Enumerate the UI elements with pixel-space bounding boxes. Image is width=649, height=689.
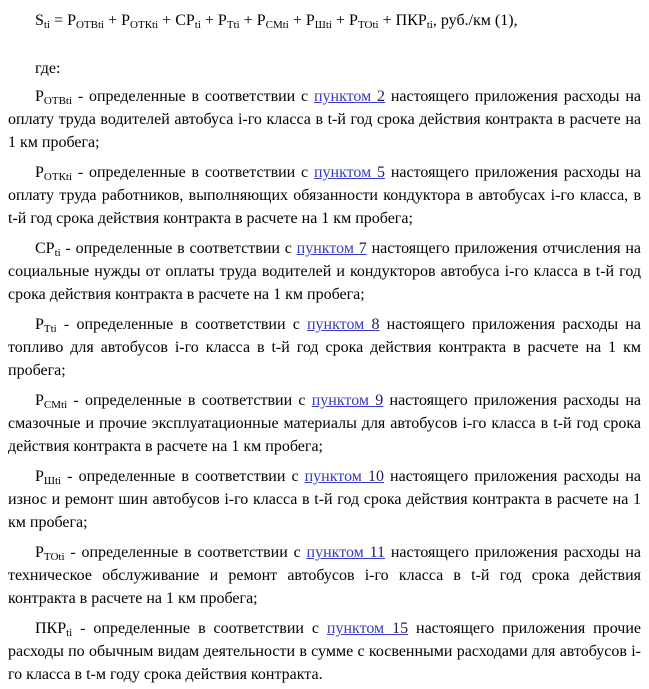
definition-intro-text: - определенные в соответствии с: [72, 620, 327, 637]
link-punktom-8[interactable]: [307, 316, 379, 333]
definition-intro-text: - определенные в соответствии с: [72, 88, 314, 105]
formula-units: , руб./км (1),: [432, 12, 518, 29]
term-subscript: Тti: [43, 323, 57, 335]
definition-rest-text: настоящего приложения расходы на износ и ремонт шин автобусов i-го класса в t-й год срока действия контракта в расчете на 1 км пробега;: [8, 468, 641, 531]
formula-term: [67, 12, 104, 29]
formula-term: [349, 12, 379, 29]
term-subscript: СМti: [265, 19, 289, 31]
formula: [8, 9, 641, 32]
link-word: пунктом: [313, 164, 372, 181]
link-punktom-9[interactable]: [312, 392, 384, 409]
definition-rest-text: настоящего приложения расходы на смазочные и прочие эксплуатационные материалы для автобусов i-го класса в t-й год срока действия контракта в расчете на 1 км пробега;: [8, 392, 642, 455]
formula-lhs: [35, 12, 50, 29]
definition-intro-text: - определенные в соответствии с: [67, 392, 312, 409]
definition-rest-text: настоящего приложения расходы на техническое обслуживание и ремонт автобусов i-го класса в t-й год срока действия контракта в расчете на 1 км пробега;: [8, 544, 642, 607]
term-subscript: ТОti: [357, 19, 379, 31]
link-word: пунктом: [304, 468, 362, 485]
link-punktom-2[interactable]: [314, 88, 385, 105]
link-punktom-7[interactable]: [297, 240, 367, 257]
term-subscript: ОТКti: [130, 19, 159, 31]
term-subscript: ti: [194, 19, 201, 31]
term-base: Р: [67, 12, 76, 29]
definition-rest-text: настоящего приложения отчисления на социальные нужды от оплаты труда водителей и кондукторов автобуса i-го класса в t-й год срока действия контракта в расчете на 1 км пробега;: [8, 240, 642, 303]
term-base: Р: [35, 468, 44, 485]
definition-rest-text: настоящего приложения прочие расходы по обычным видам деятельности в сумме с косвенными расходами для автобусов i-го класса в t-м году срока действия контракта.: [8, 620, 642, 683]
link-punktom-10[interactable]: [305, 468, 384, 485]
definition-intro-text: - определенные в соответствии с: [60, 240, 297, 257]
link-punktom-15[interactable]: [327, 620, 408, 637]
formula-term: [175, 12, 201, 29]
definition-symbol: [35, 88, 72, 105]
term-subscript: ОТВti: [43, 95, 73, 107]
definition-symbol: [35, 164, 72, 181]
link-punktom-5[interactable]: [314, 164, 385, 181]
term-base: S: [35, 12, 44, 29]
definition-symbol: [35, 620, 72, 637]
term-subscript: Шti: [43, 475, 62, 487]
definition-symbol: [35, 240, 61, 257]
term-subscript: Шti: [314, 19, 332, 31]
term-base: ПКР: [35, 620, 67, 637]
link-word: пунктом: [313, 88, 372, 105]
link-punktom-11[interactable]: [307, 544, 386, 561]
term-subscript: ОТКti: [43, 171, 73, 183]
link-number: 9: [375, 392, 384, 409]
term-base: Р: [35, 88, 44, 105]
formula-term: [396, 12, 433, 29]
term-base: Р: [35, 316, 44, 333]
definition-paragraph: [8, 541, 641, 610]
definition-paragraph: [8, 237, 641, 306]
definition-paragraph: [8, 313, 641, 382]
formula-term: [121, 12, 158, 29]
link-word: пунктом: [326, 620, 385, 637]
plus-sign: +: [162, 12, 172, 29]
term-base: ПКР: [395, 12, 427, 29]
link-number: 5: [377, 164, 386, 181]
definition-intro-text: - определенные в соответствии с: [56, 316, 307, 333]
term-base: Р: [305, 12, 315, 29]
plus-sign: +: [243, 12, 253, 29]
link-number: 7: [358, 240, 367, 257]
definition-intro-text: - определенные в соответствии с: [61, 468, 305, 485]
link-number: 10: [367, 468, 384, 485]
definitions-list: [8, 85, 641, 686]
term-base: Р: [349, 12, 358, 29]
term-subscript: ti: [43, 19, 51, 31]
plus-sign: +: [382, 12, 392, 29]
term-subscript: ОТВti: [75, 19, 105, 31]
term-subscript: СМti: [43, 399, 68, 411]
term-base: СР: [175, 12, 195, 29]
equals-sign: =: [54, 12, 64, 29]
term-subscript: ti: [54, 247, 61, 259]
link-number: 2: [377, 88, 386, 105]
link-number: 8: [371, 316, 380, 333]
plus-sign: +: [204, 12, 214, 29]
definition-paragraph: [8, 85, 641, 154]
term-subscript: ТОti: [43, 551, 65, 563]
plus-sign: +: [336, 12, 346, 29]
link-number: 15: [392, 620, 409, 637]
term-base: Р: [35, 392, 44, 409]
term-base: Р: [121, 12, 131, 29]
definition-intro-text: - определенные в соответствии с: [72, 164, 314, 181]
plus-sign: +: [292, 12, 302, 29]
link-word: пунктом: [306, 544, 364, 561]
definition-intro-text: - определенные в соответствии с: [64, 544, 307, 561]
term-base: Р: [256, 12, 266, 29]
plus-sign: +: [108, 12, 118, 29]
term-subscript: ti: [66, 627, 73, 639]
term-base: Р: [217, 12, 227, 29]
definition-rest-text: настоящего приложения расходы на оплату труда работников, выполняющих обязанности кондуктора в автобусах i-го класса, в t-й год срока действия контракта в расчете на 1 км пробега;: [8, 164, 642, 227]
link-word: пунктом: [296, 240, 354, 257]
definition-symbol: [35, 544, 65, 561]
definition-rest-text: настоящего приложения расходы на топливо для автобусов i-го класса в t-й год срока действия контракта в расчете на 1 км пробега;: [8, 316, 641, 379]
where-label: где:: [35, 60, 61, 77]
term-subscript: Тti: [226, 19, 240, 31]
definition-paragraph: [8, 389, 641, 458]
definition-paragraph: [8, 465, 641, 534]
term-subscript: ti: [426, 19, 433, 31]
formula-term: [218, 12, 240, 29]
term-base: Р: [35, 164, 44, 181]
definition-paragraph: [8, 161, 641, 230]
term-base: Р: [35, 544, 44, 561]
definition-paragraph: [8, 617, 641, 686]
formula-term: [306, 12, 332, 29]
term-base: СР: [35, 240, 55, 257]
definition-symbol: [35, 392, 67, 409]
link-word: пунктом: [306, 316, 365, 333]
formula-term: [257, 12, 289, 29]
link-word: пунктом: [311, 392, 370, 409]
definition-symbol: [35, 468, 61, 485]
definition-rest-text: настоящего приложения расходы на оплату труда водителей автобуса i-го класса в t-й год срока действия контракта в расчете на 1 км пробега;: [8, 88, 642, 151]
link-number: 11: [369, 544, 386, 561]
definition-symbol: [35, 316, 57, 333]
